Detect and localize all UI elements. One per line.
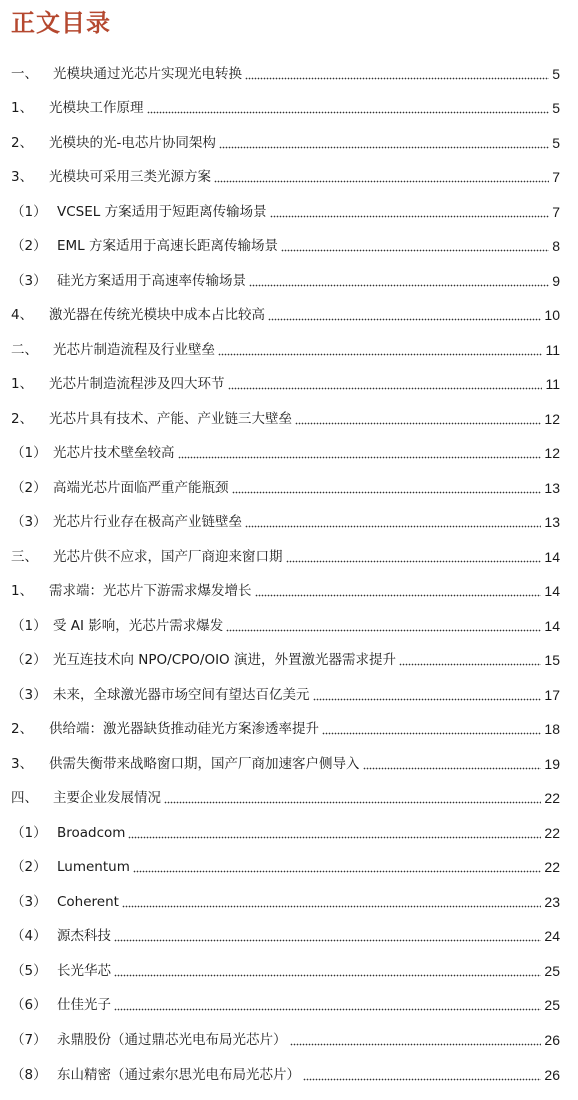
toc-entry-page: 8	[552, 238, 560, 254]
toc-entry[interactable]	[11, 510, 560, 534]
toc-entry-title: 光芯片具有技术、产能、产业链三大壁垒	[49, 411, 292, 427]
dot-leader	[114, 959, 541, 983]
toc-entry-title: Coherent	[57, 894, 119, 910]
toc-entry[interactable]	[11, 752, 560, 776]
toc-entry-page: 5	[552, 66, 560, 82]
dot-leader	[114, 993, 541, 1017]
toc-entry-number: 四、	[11, 790, 38, 806]
toc-entry-page: 14	[544, 549, 560, 565]
toc-entry[interactable]	[11, 648, 560, 672]
toc-entry-title: VCSEL 方案适用于短距离传输场景	[57, 204, 267, 220]
toc-entry-title: Broadcom	[57, 825, 126, 841]
dot-leader	[218, 338, 542, 362]
toc-entry[interactable]	[11, 269, 560, 293]
toc-entry-page: 17	[544, 687, 560, 703]
toc-entry-page: 9	[552, 273, 560, 289]
toc-entry-page: 11	[545, 342, 560, 358]
toc-entry-page: 25	[544, 997, 560, 1013]
toc-entry[interactable]	[11, 1063, 560, 1087]
toc-entry-number: （6）	[11, 997, 47, 1013]
dot-leader	[363, 752, 542, 776]
toc-entry-page: 18	[544, 721, 560, 737]
toc-entry[interactable]	[11, 200, 560, 224]
toc-entry[interactable]	[11, 579, 560, 603]
dot-leader	[245, 62, 549, 86]
toc-entry-title: 供需失衡带来战略窗口期，国产厂商加速客户侧导入	[49, 756, 360, 772]
toc-entry-page: 5	[552, 100, 560, 116]
toc-entry-number: （1）	[11, 445, 47, 461]
toc-entry-title: EML 方案适用于高速长距离传输场景	[57, 238, 278, 254]
toc-entry-number: 3、	[11, 756, 34, 772]
toc-entry-title: 光模块的光-电芯片协同架构	[49, 135, 216, 151]
toc-entry[interactable]	[11, 614, 560, 638]
toc-entry-number: 一、	[11, 66, 38, 82]
toc-entry-number: （1）	[11, 618, 47, 634]
toc-entry-title: 高端光芯片面临严重产能瓶颈	[53, 480, 229, 496]
toc-entry-title: 光芯片技术壁垒较高	[53, 445, 175, 461]
toc-entry-page: 7	[552, 169, 560, 185]
dot-leader	[164, 786, 541, 810]
toc-entry-title: 长光华芯	[57, 963, 111, 979]
toc-entry-title: Lumentum	[57, 859, 130, 875]
toc-entry-title: 光芯片制造流程及行业壁垒	[53, 342, 215, 358]
dot-leader	[322, 717, 541, 741]
toc-entry-number: 1、	[11, 100, 34, 116]
dot-leader	[147, 96, 550, 120]
toc-entry-page: 15	[544, 652, 560, 668]
toc-entry-number: （2）	[11, 859, 47, 875]
toc-entry-number: 3、	[11, 169, 34, 185]
toc-entry[interactable]	[11, 96, 560, 120]
toc-entry-page: 12	[544, 411, 560, 427]
toc-entry[interactable]	[11, 131, 560, 155]
dot-leader	[122, 890, 541, 914]
toc-entry-title: 源杰科技	[57, 928, 111, 944]
dot-leader	[313, 683, 542, 707]
toc-entry[interactable]	[11, 441, 560, 465]
dot-leader	[249, 269, 549, 293]
dot-leader	[303, 1063, 541, 1087]
toc-entry[interactable]	[11, 338, 560, 362]
toc-entry-page: 22	[544, 790, 560, 806]
toc-entry[interactable]	[11, 959, 560, 983]
dot-leader	[290, 1028, 542, 1052]
toc-entry-title: 光互连技术向 NPO/CPO/OIO 演进，外置激光器需求提升	[53, 652, 396, 668]
toc-entry-title: 东山精密（通过索尔思光电布局光芯片）	[57, 1067, 300, 1083]
toc-entry[interactable]	[11, 476, 560, 500]
toc-entry-number: 三、	[11, 549, 38, 565]
toc-entry[interactable]	[11, 545, 560, 569]
toc-entry-number: （3）	[11, 273, 47, 289]
toc-entry-page: 7	[552, 204, 560, 220]
toc-entry-title: 永鼎股份（通过鼎芯光电布局光芯片）	[57, 1032, 287, 1048]
toc-entry-number: （2）	[11, 480, 47, 496]
toc-entry-page: 10	[544, 307, 560, 323]
toc-entry[interactable]	[11, 924, 560, 948]
toc-entry-page: 13	[544, 480, 560, 496]
toc-entry[interactable]	[11, 407, 560, 431]
dot-leader	[268, 303, 541, 327]
toc-entry-page: 26	[544, 1032, 560, 1048]
toc-entry-page: 25	[544, 963, 560, 979]
toc-entry-number: （7）	[11, 1032, 47, 1048]
toc-entry-title: 需求端：光芯片下游需求爆发增长	[49, 583, 252, 599]
toc-entry-page: 19	[544, 756, 560, 772]
toc-entry[interactable]	[11, 717, 560, 741]
toc-entry-title: 光模块工作原理	[49, 100, 144, 116]
dot-leader	[214, 165, 549, 189]
dot-leader	[281, 234, 549, 258]
dot-leader	[232, 476, 542, 500]
toc-entry-title: 未来，全球激光器市场空间有望达百亿美元	[53, 687, 310, 703]
toc-entry-title: 主要企业发展情况	[53, 790, 161, 806]
dot-leader	[399, 648, 541, 672]
toc-entry-number: 二、	[11, 342, 38, 358]
toc-entry-number: 4、	[11, 307, 34, 323]
toc-entry-page: 14	[544, 583, 560, 599]
toc-entry-number: 2、	[11, 135, 34, 151]
toc-entry[interactable]	[11, 1028, 560, 1052]
dot-leader	[286, 545, 542, 569]
dot-leader	[133, 855, 542, 879]
toc-entry-number: 1、	[11, 376, 34, 392]
dot-leader	[219, 131, 549, 155]
toc-entry-title: 光模块可采用三类光源方案	[49, 169, 211, 185]
dot-leader	[245, 510, 541, 534]
toc-entry[interactable]	[11, 890, 560, 914]
toc-entry-title: 受 AI 影响，光芯片需求爆发	[53, 618, 224, 634]
toc-title: 正文目录	[11, 8, 111, 37]
toc-entry-title: 光芯片行业存在极高产业链壁垒	[53, 514, 242, 530]
toc-entry[interactable]	[11, 786, 560, 810]
dot-leader	[114, 924, 541, 948]
toc-entry[interactable]	[11, 303, 560, 327]
toc-entry-number: （5）	[11, 963, 47, 979]
toc-entry-number: （1）	[11, 204, 47, 220]
dot-leader	[178, 441, 542, 465]
toc-entry[interactable]	[11, 993, 560, 1017]
toc-entry[interactable]	[11, 165, 560, 189]
toc-entry-page: 22	[544, 825, 560, 841]
toc-entry-number: 2、	[11, 411, 34, 427]
toc-entry[interactable]	[11, 683, 560, 707]
toc-entry-page: 22	[544, 859, 560, 875]
toc-entry-title: 光芯片供不应求，国产厂商迎来窗口期	[53, 549, 283, 565]
toc-entry-number: （4）	[11, 928, 47, 944]
toc-entry-number: （2）	[11, 652, 47, 668]
dot-leader	[270, 200, 550, 224]
dot-leader	[128, 821, 541, 845]
toc-entry-page: 23	[544, 894, 560, 910]
toc-entry[interactable]	[11, 821, 560, 845]
dot-leader	[228, 372, 543, 396]
toc-entry-page: 12	[544, 445, 560, 461]
toc-entry[interactable]	[11, 234, 560, 258]
toc-entry-number: （1）	[11, 825, 47, 841]
toc-entry-number: （3）	[11, 687, 47, 703]
toc-entry-page: 11	[545, 376, 560, 392]
toc-entry-number: （8）	[11, 1067, 47, 1083]
toc-entry-number: （3）	[11, 514, 47, 530]
toc-entry-title: 激光器在传统光模块中成本占比较高	[49, 307, 265, 323]
toc-entry-page: 13	[544, 514, 560, 530]
dot-leader	[226, 614, 541, 638]
toc-entry-title: 仕佳光子	[57, 997, 111, 1013]
toc-entry-page: 5	[552, 135, 560, 151]
toc-entry[interactable]	[11, 62, 560, 86]
toc-entry-page: 24	[544, 928, 560, 944]
dot-leader	[295, 407, 541, 431]
toc-entry-title: 硅光方案适用于高速率传输场景	[57, 273, 246, 289]
toc-entry-title: 供给端：激光器缺货推动硅光方案渗透率提升	[49, 721, 319, 737]
toc-entry-title: 光模块通过光芯片实现光电转换	[53, 66, 242, 82]
toc-entry-page: 14	[544, 618, 560, 634]
toc-entry-number: （2）	[11, 238, 47, 254]
toc-entry[interactable]	[11, 372, 560, 396]
toc-entry-number: 1、	[11, 583, 34, 599]
toc-entry-page: 26	[544, 1067, 560, 1083]
toc-entry[interactable]	[11, 855, 560, 879]
toc-entry-title: 光芯片制造流程涉及四大环节	[49, 376, 225, 392]
toc-entry-number: 2、	[11, 721, 34, 737]
dot-leader	[255, 579, 542, 603]
toc-entry-number: （3）	[11, 894, 47, 910]
